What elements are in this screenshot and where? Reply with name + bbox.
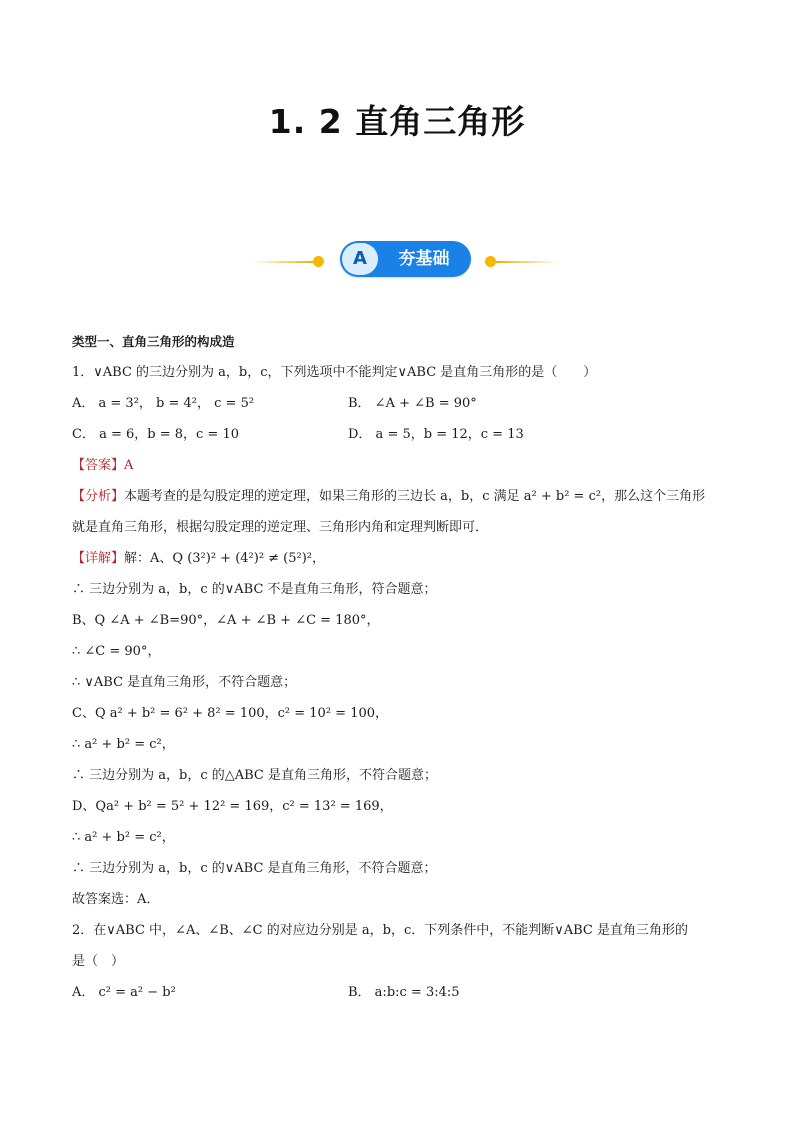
page-title: 1. 2 直角三角形 bbox=[268, 102, 526, 141]
detail-line-9: D、Qa² + b² = 5² + 12² = 169，c² = 13² = 169， bbox=[72, 799, 393, 814]
answer-tag: 【答案】 bbox=[72, 458, 125, 473]
q1-stem: 1．∨ABC 的三边分别为 a，b，c，下列选项中不能判定∨ABC 是直角三角形的是（ ） bbox=[72, 365, 597, 380]
banner-pill bbox=[340, 241, 471, 277]
banner-text: 夯基础 bbox=[398, 249, 450, 269]
detail-line-5: ∴ ∨ABC 是直角三角形，不符合题意； bbox=[72, 675, 297, 690]
detail-line-1 bbox=[72, 543, 732, 574]
answer-line bbox=[72, 450, 732, 481]
analysis-tag: 【分析】 bbox=[72, 489, 125, 504]
detail-line-8: ∴ 三边分别为 a，b，c 的△ABC 是直角三角形，不符合题意； bbox=[72, 768, 438, 783]
detail-line-2: ∴ 三边分别为 a，b，c 的∨ABC 不是直角三角形，符合题意； bbox=[72, 582, 437, 597]
detail-line-7: ∴ a² + b² = c²， bbox=[72, 737, 175, 752]
q1-option-d: D． a = 5，b = 12，c = 13 bbox=[348, 427, 524, 442]
banner-right-line bbox=[496, 261, 560, 263]
analysis-text-1: 本题考查的是勾股定理的逆定理，如果三角形的三边长 a，b，c 满足 a² + b² = c²，那么这个三角形 bbox=[124, 489, 706, 504]
q2-stem-2: 是（ ） bbox=[72, 954, 125, 969]
analysis-line-1 bbox=[72, 481, 732, 512]
detail-line-6: C、Q a² + b² = 6² + 8² = 100，c² = 10² = 100， bbox=[72, 706, 389, 721]
q2-options-row-1 bbox=[72, 977, 732, 1008]
q1-option-b: B． ∠A + ∠B = 90° bbox=[348, 396, 477, 411]
q2-stem-1: 2．在∨ABC 中，∠A、∠B、∠C 的对应边分别是 a，b，c．下列条件中，不能判断∨ABC 是直角三角形的 bbox=[72, 923, 689, 938]
section-heading: 类型一、直角三角形的构成造 bbox=[72, 334, 235, 349]
detail-line-11: ∴ 三边分别为 a，b，c 的∨ABC 是直角三角形，不符合题意； bbox=[72, 861, 437, 876]
q2-option-a: A． c² = a² − b² bbox=[72, 985, 176, 1000]
q2-option-b: B． a:b:c = 3:4:5 bbox=[348, 985, 460, 1000]
q1-options-row-1 bbox=[72, 388, 732, 419]
q1-options-row-2 bbox=[72, 419, 732, 450]
q1-option-c: C． a = 6，b = 8，c = 10 bbox=[72, 427, 239, 442]
detail-line-4: ∴ ∠C = 90°， bbox=[72, 644, 161, 659]
q1-option-a: A． a = 3²， b = 4²， c = 5² bbox=[72, 396, 255, 411]
banner-left-dot bbox=[313, 256, 324, 267]
detail-tag: 【详解】 bbox=[72, 551, 125, 566]
answer-value: A bbox=[124, 458, 134, 473]
detail-line-10: ∴ a² + b² = c²， bbox=[72, 830, 175, 845]
banner-letter: A bbox=[342, 243, 378, 275]
banner-left-line bbox=[252, 261, 314, 263]
detail-line-3: B、Q ∠A + ∠B=90°，∠A + ∠B + ∠C = 180°， bbox=[72, 613, 380, 628]
analysis-line-2: 就是直角三角形，根据勾股定理的逆定理、三角形内角和定理判断即可． bbox=[72, 520, 489, 535]
section-banner bbox=[0, 240, 794, 280]
detail-text-1: 解：A、Q (3²)² + (4²)² ≠ (5²)²， bbox=[124, 551, 326, 566]
document-body bbox=[72, 326, 732, 1008]
banner-right-dot bbox=[485, 256, 496, 267]
detail-line-12: 故答案选：A． bbox=[72, 892, 160, 907]
